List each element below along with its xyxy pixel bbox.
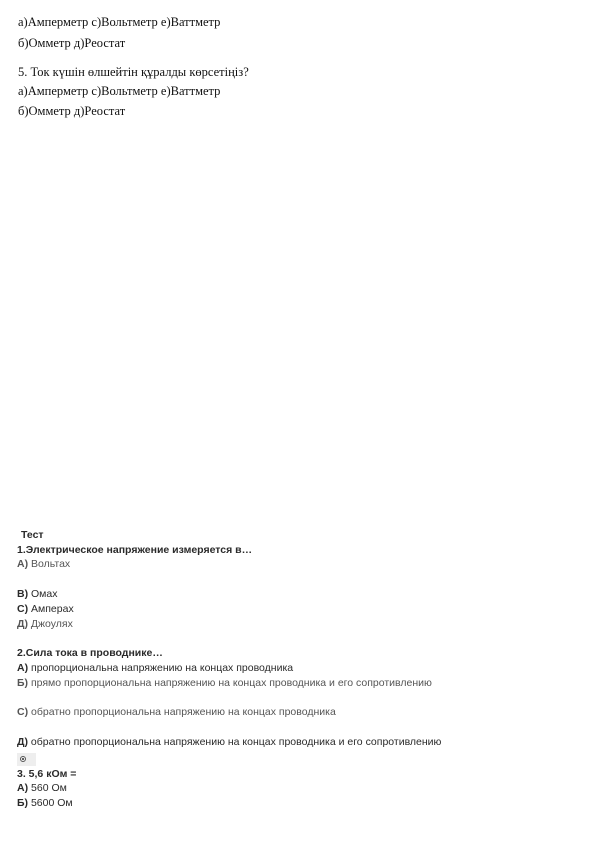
radio-dot-icon xyxy=(20,756,26,762)
option-text: Джоулях xyxy=(27,618,73,630)
kz-options-line-4: б)Омметр д)Реостат xyxy=(18,104,126,118)
q1-option-b xyxy=(17,588,58,601)
option-letter: Б) xyxy=(17,677,29,689)
option-letter: А) xyxy=(17,558,29,570)
kz-question-5: 5. Ток күшін өлшейтін құралды көрсетіңіз? xyxy=(18,65,249,79)
q1-option-c xyxy=(17,603,74,616)
option-letter: Д) xyxy=(17,618,28,630)
option-text: 5600 Ом xyxy=(28,797,73,809)
option-text: пропорциональна напряжению на концах проводника xyxy=(28,662,294,674)
kz-options-line-1: а)Амперметр с)Вольтметр е)Ваттметр xyxy=(18,15,221,29)
option-text: Амперах xyxy=(28,603,74,615)
question-2: 2.Сила тока в проводнике… xyxy=(17,647,163,659)
q3-option-b xyxy=(17,797,73,810)
q2-option-c xyxy=(17,706,336,719)
radio-button[interactable] xyxy=(17,753,36,766)
option-text: Омах xyxy=(28,588,58,600)
option-letter: С) xyxy=(17,706,29,718)
option-text: 560 Ом xyxy=(28,782,67,794)
option-letter: С) xyxy=(17,603,29,615)
q1-option-a xyxy=(17,558,70,571)
question-1: 1.Электрическое напряжение измеряется в… xyxy=(17,544,253,556)
option-letter: Б) xyxy=(17,797,29,809)
option-text: обратно пропорциональна напряжению на концах проводника xyxy=(28,706,336,718)
question-3: 3. 5,6 кОм = xyxy=(17,768,77,780)
option-text: прямо пропорциональна напряжению на концах проводника и его сопротивлению xyxy=(28,677,432,689)
q2-option-a xyxy=(17,662,293,675)
test-title: Тест xyxy=(21,529,44,541)
option-letter: А) xyxy=(17,662,29,674)
kz-options-line-3: а)Амперметр с)Вольтметр е)Ваттметр xyxy=(18,84,221,98)
option-letter: Д) xyxy=(17,736,28,748)
kz-options-line-2: б)Омметр д)Реостат xyxy=(18,36,126,50)
option-letter: В) xyxy=(17,588,29,600)
option-letter: А) xyxy=(17,782,29,794)
option-text: Вольтах xyxy=(28,558,71,570)
option-text: обратно пропорциональна напряжению на концах проводника и его сопротивлению xyxy=(27,736,442,748)
q2-option-b xyxy=(17,677,432,690)
q1-option-d xyxy=(17,618,73,631)
q3-option-a xyxy=(17,782,67,795)
q2-option-d xyxy=(17,736,441,749)
